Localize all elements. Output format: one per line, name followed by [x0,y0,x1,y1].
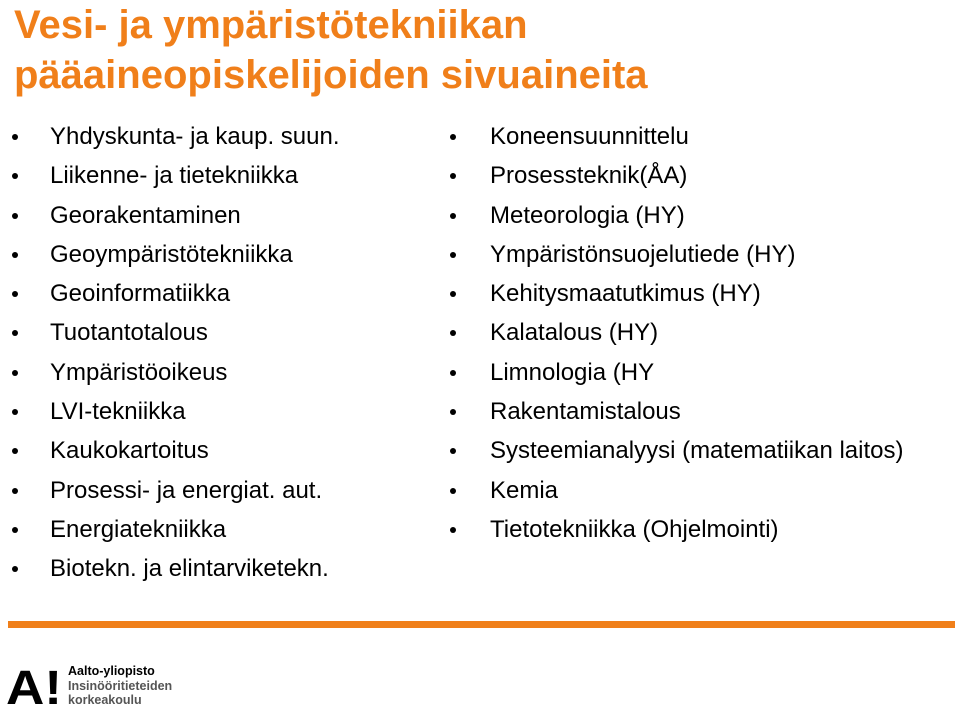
bullet-icon [12,448,18,454]
list-item-label: Energiatekniikka [50,515,227,543]
bullet-icon [450,252,456,258]
list-item [12,274,340,313]
bullet-icon [450,330,456,336]
list-item-label: Ympäristönsuojelutiede (HY) [490,240,796,268]
bullet-icon [12,213,18,219]
title-line-2: pääaineopiskelijoiden sivuaineita [14,53,648,97]
list-item-label: Systeemianalyysi (matematiikan laitos) [490,437,904,465]
title-line-1: Vesi- ja ympäristötekniikan [14,3,528,47]
list-item-label: Geoympäristötekniikka [50,240,293,268]
bullet-icon [450,213,456,219]
list-item-label: Geoinformatiikka [50,280,231,308]
bullet-icon [450,291,456,297]
bullet-icon [450,448,456,454]
list-item-label: Ympäristöoikeus [50,358,228,386]
list-item-label: Meteorologia (HY) [490,201,685,229]
bullet-icon [450,370,456,376]
list-item [450,510,903,549]
list-item [12,431,340,470]
list-item [450,117,903,156]
bullet-icon [12,488,18,494]
list-item [12,471,340,510]
list-item [450,156,903,195]
logo-wordmark [68,664,172,708]
aalto-logo-mark [6,662,64,708]
list-item [12,353,340,392]
list-item-label: Kalatalous (HY) [490,319,659,347]
bullet-icon [450,409,456,415]
list-item-label: Kemia [490,476,559,504]
list-item-label: Prosessteknik(ÅA) [490,162,688,190]
bullet-icon [12,409,18,415]
bullet-icon [12,173,18,179]
right-minor-subjects-list [450,117,903,549]
bullet-icon [12,252,18,258]
list-item [450,471,903,510]
list-item-label: Kehitysmaatutkimus (HY) [490,280,761,308]
left-minor-subjects-list [12,117,340,589]
list-item [450,353,903,392]
bullet-icon [12,330,18,336]
bullet-icon [12,134,18,140]
logo-line-school-1: Insinööritieteiden [68,678,173,693]
list-item-label: Yhdyskunta- ja kaup. suun. [50,123,340,150]
bullet-icon [450,173,456,179]
list-item [12,117,340,156]
logo-line-university: Aalto-yliopisto [68,664,155,678]
list-item-label: LVI-tekniikka [50,398,186,426]
list-item [450,235,903,274]
list-item [450,196,903,235]
slide-title [14,0,648,100]
bullet-icon [450,488,456,494]
bullet-icon [12,291,18,297]
list-item [12,549,340,588]
list-item-label: Kaukokartoitus [50,437,209,465]
bullet-icon [12,566,18,572]
bullet-icon [450,527,456,533]
list-item-label: Biotekn. ja elintarviketekn. [50,555,329,583]
logo-mark-text: A! [6,662,62,708]
list-item-label: Prosessi- ja energiat. aut. [50,476,323,504]
bullet-icon [12,527,18,533]
list-item [450,274,903,313]
list-item-label: Georakentaminen [50,201,241,229]
list-item-label: Liikenne- ja tietekniikka [50,162,299,190]
list-item [12,392,340,431]
list-item [12,156,340,195]
list-item [12,313,340,352]
list-item [450,313,903,352]
list-item-label: Tietotekniikka (Ohjelmointi) [490,515,779,543]
bullet-icon [12,370,18,376]
logo-line-school-2: korkeakoulu [68,693,142,707]
list-item [450,431,903,470]
list-item-label: Koneensuunnittelu [490,123,689,150]
list-item-label: Tuotantotalous [50,319,208,347]
list-item [12,510,340,549]
list-item-label: Rakentamistalous [490,398,681,426]
list-item [450,392,903,431]
orange-divider [8,621,955,628]
bullet-icon [450,134,456,140]
list-item [12,235,340,274]
list-item [12,196,340,235]
aalto-logo [6,662,206,710]
list-item-label: Limnologia (HY [490,358,655,386]
